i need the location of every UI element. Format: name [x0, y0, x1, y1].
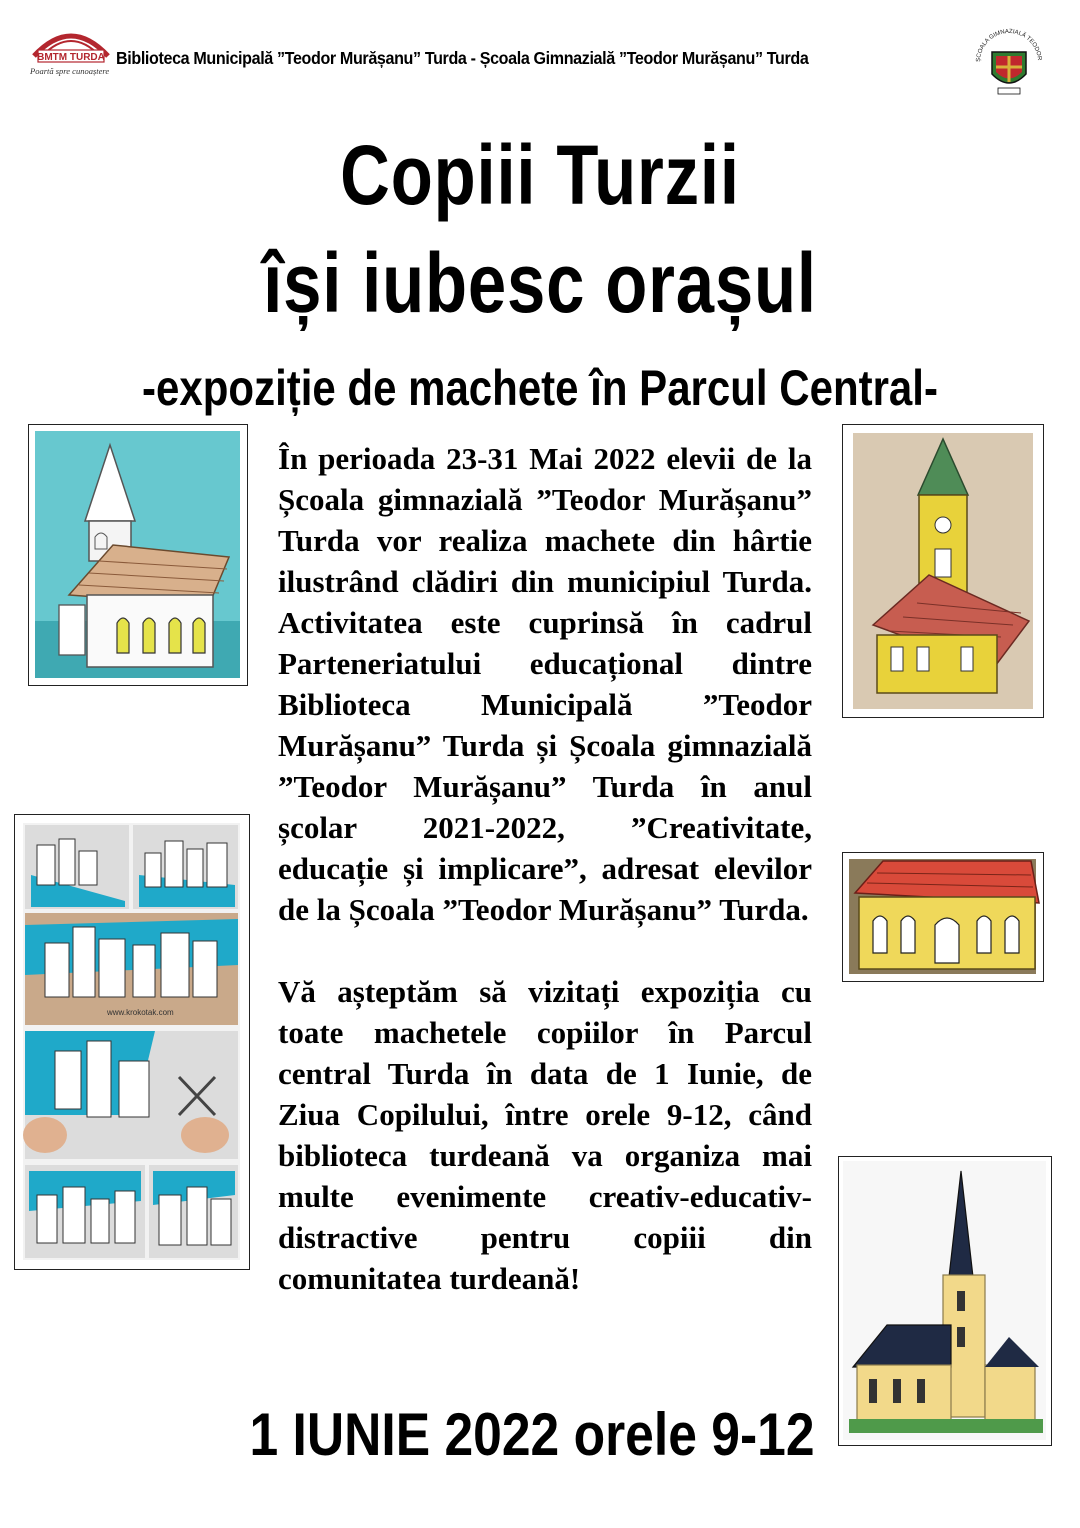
header-institutions: Biblioteca Municipală ”Teodor Murășanu” Turda - Școala Gimnazială ”Teodor Murășanu” Turda	[116, 48, 809, 68]
school-crest	[970, 22, 1048, 100]
library-logo	[28, 22, 114, 80]
photo-yellow-building-model	[842, 852, 1044, 982]
photo-paper-city-collage	[14, 814, 250, 1270]
crest-ring-text: ȘCOALA GIMNAZIALĂ TEODOR	[975, 28, 1043, 63]
photo-paper-church	[28, 424, 248, 686]
page-title-line2: își iubesc orașul	[263, 236, 817, 330]
page-title-line1: Copiii Turzii	[340, 128, 740, 222]
body-text	[278, 438, 812, 1299]
logo-tagline: Poartă spre cunoaștere	[30, 66, 110, 76]
body-paragraph-invitation: Vă așteptăm să vizitați expoziția cu toate machetele copiilor în Parcul central Turda în data de 1 Iunie, de Ziua Copilului, între orele 9-12, când biblioteca turdeană va organiza mai multe evenimente creativ-educativ-distractive pentru copiii din comunitatea turdeană!	[278, 974, 812, 1296]
page-subtitle: -expoziție de machete în Parcul Central-	[142, 360, 938, 416]
body-paragraph-intro: În perioada 23-31 Mai 2022 elevii de la Școala gimnazială ”Teodor Murășanu” Turda vor realiza machete din hârtie ilustrând clădiri din municipiul Turda. Activitatea este cuprinsă în cadrul Parteneriatului educațional dintre Biblioteca Municipală ”Teodor Murășanu” Turda și Școala gimnazială ”Teodor Murășanu” Turda în anul școlar 2021-2022, ”Creativitate, educație și implicare”, adresat elevilor de la Școala ”Teodor Murășanu” Turda.	[278, 441, 812, 927]
collage-watermark: www.krokotak.com	[107, 1008, 174, 1017]
event-date-line: 1 IUNIE 2022 orele 9-12	[249, 1401, 815, 1468]
logo-text: BMTM TURDA	[37, 52, 105, 63]
photo-yellow-church-model	[842, 424, 1044, 718]
